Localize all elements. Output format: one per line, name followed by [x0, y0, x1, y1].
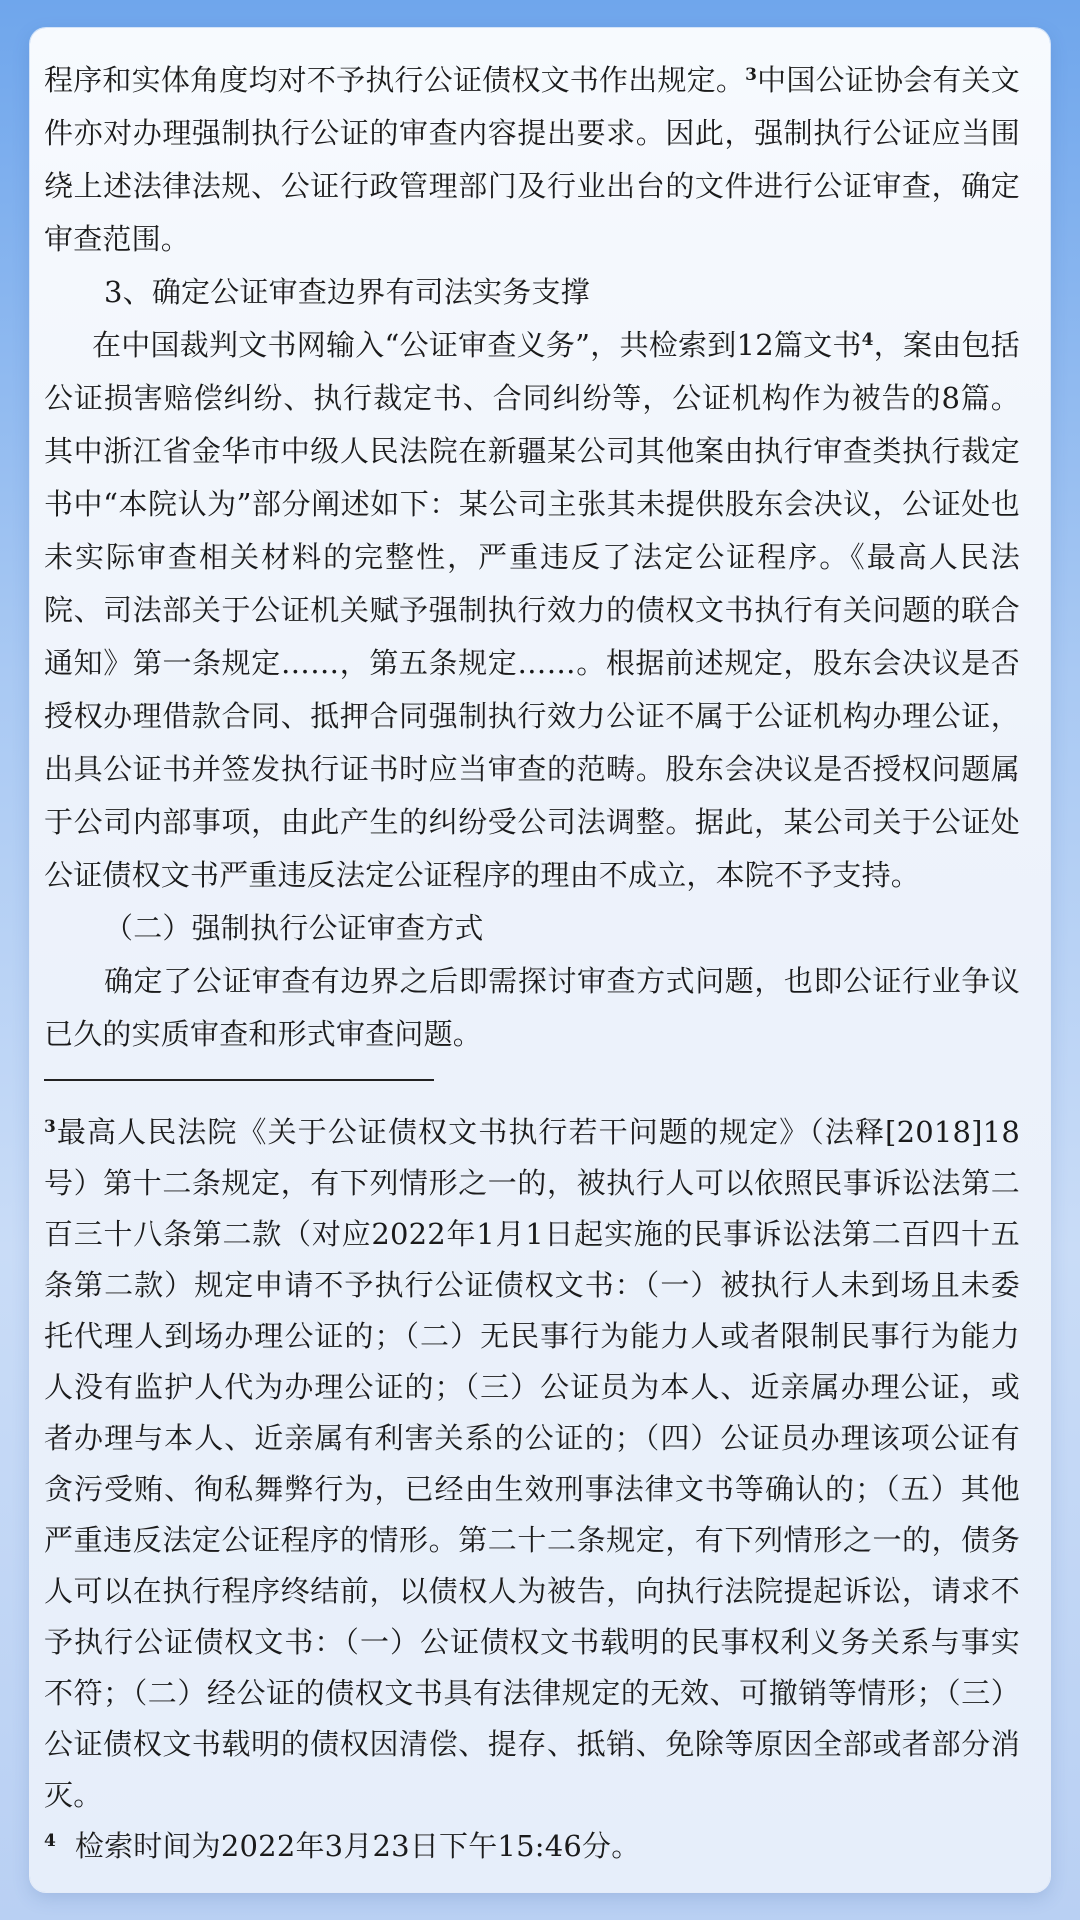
section-heading-3: 3、确定公证审查边界有司法实务支撑 [104, 275, 590, 309]
section-heading-2: （二）强制执行公证审查方式 [104, 911, 484, 945]
footnote-3 [44, 1107, 1020, 1821]
footnote-ref-3[interactable]: 3 [745, 65, 758, 85]
footnote-text: 检索时间为2022年3月23日下午15:46分。 [56, 1829, 641, 1863]
paragraph-text: 中国公证协会有关文件亦对办理强制执行公证的审查内容提出要求。因此，强制执行公证应当围绕上述法律法规、公证行政管理部门及行业出台的文件进行公证审查，确定审查范围。 [44, 63, 1020, 256]
document-card [30, 28, 1050, 1892]
footnote-4 [44, 1821, 1020, 1872]
paragraph-text: ，案由包括公证损害赔偿纠纷、执行裁定书、合同纠纷等，公证机构作为被告的8篇。其中浙江省金华市中级人民法院在新疆某公司其他案由执行审查类执行裁定书中“本院认为”部分阐述如下：某公司主张其未提供股东会决议，公证处也未实际审查相关材料的完整性，严重违反了法定公证程序。《最高人民法院、司法部关于公证机关赋予强制执行效力的债权文书执行有关问题的联合通知》第一条规定……，第五条规定……。根据前述规定，股东会决议是否授权办理借款合同、抵押合同强制执行效力公证不属于公证机构办理公证，出具公证书并签发执行证书时应当审查的范畴。股东会决议是否授权问题属于公司内部事项，由此产生的纠纷受公司法调整。据此，某公司关于公证处公证债权文书严重违反法定公证程序的理由不成立，本院不予支持。 [44, 328, 1020, 892]
paragraph-text: 在中国裁判文书网输入“公证审查义务”，共检索到12篇文书 [92, 328, 862, 362]
footnote-mark-3: 3 [44, 1117, 57, 1137]
paragraph-text: 程序和实体角度均对不予执行公证债权文书作出规定。 [44, 63, 746, 97]
footnote-text: 最高人民法院《关于公证债权文书执行若干问题的规定》（法释[2018]18号）第十二条规定，有下列情形之一的，被执行人可以依照民事诉讼法第二百三十八条第二款（对应2022年1月1日起实施的民事诉讼法第二百四十五条第二款）规定申请不予执行公证债权文书：（一）被执行人未到场且未委托代理人到场办理公证的；（二）无民事行为能力人或者限制民事行为能力人没有监护人代为办理公证的；（三）公证员为本人、近亲属办理公证，或者办理与本人、近亲属有利害关系的公证的；（四）公证员办理该项公证有贪污受贿、徇私舞弊行为，已经由生效刑事法律文书等确认的；（五）其他严重违反法定公证程序的情形。第二十二条规定，有下列情形之一的，债务人可以在执行程序终结前，以债权人为被告，向执行法院提起诉讼，请求不予执行公证债权文书：（一）公证债权文书载明的民事权利义务关系与事实不符；（二）经公证的债权文书具有法律规定的无效、可撤销等情形；（三）公证债权文书载明的债权因清偿、提存、抵销、免除等原因全部或者部分消灭。 [44, 1115, 1020, 1812]
footnote-ref-4[interactable]: 4 [861, 330, 874, 350]
body-paragraph-1 [44, 54, 1020, 266]
body-paragraph-2 [44, 319, 1020, 902]
footnote-separator [44, 1079, 434, 1081]
footnote-mark-4: 4 [44, 1831, 57, 1851]
body-paragraph-3: 确定了公证审查有边界之后即需探讨审查方式问题，也即公证行业争议已久的实质审查和形式审查问题。 [44, 964, 1020, 1051]
